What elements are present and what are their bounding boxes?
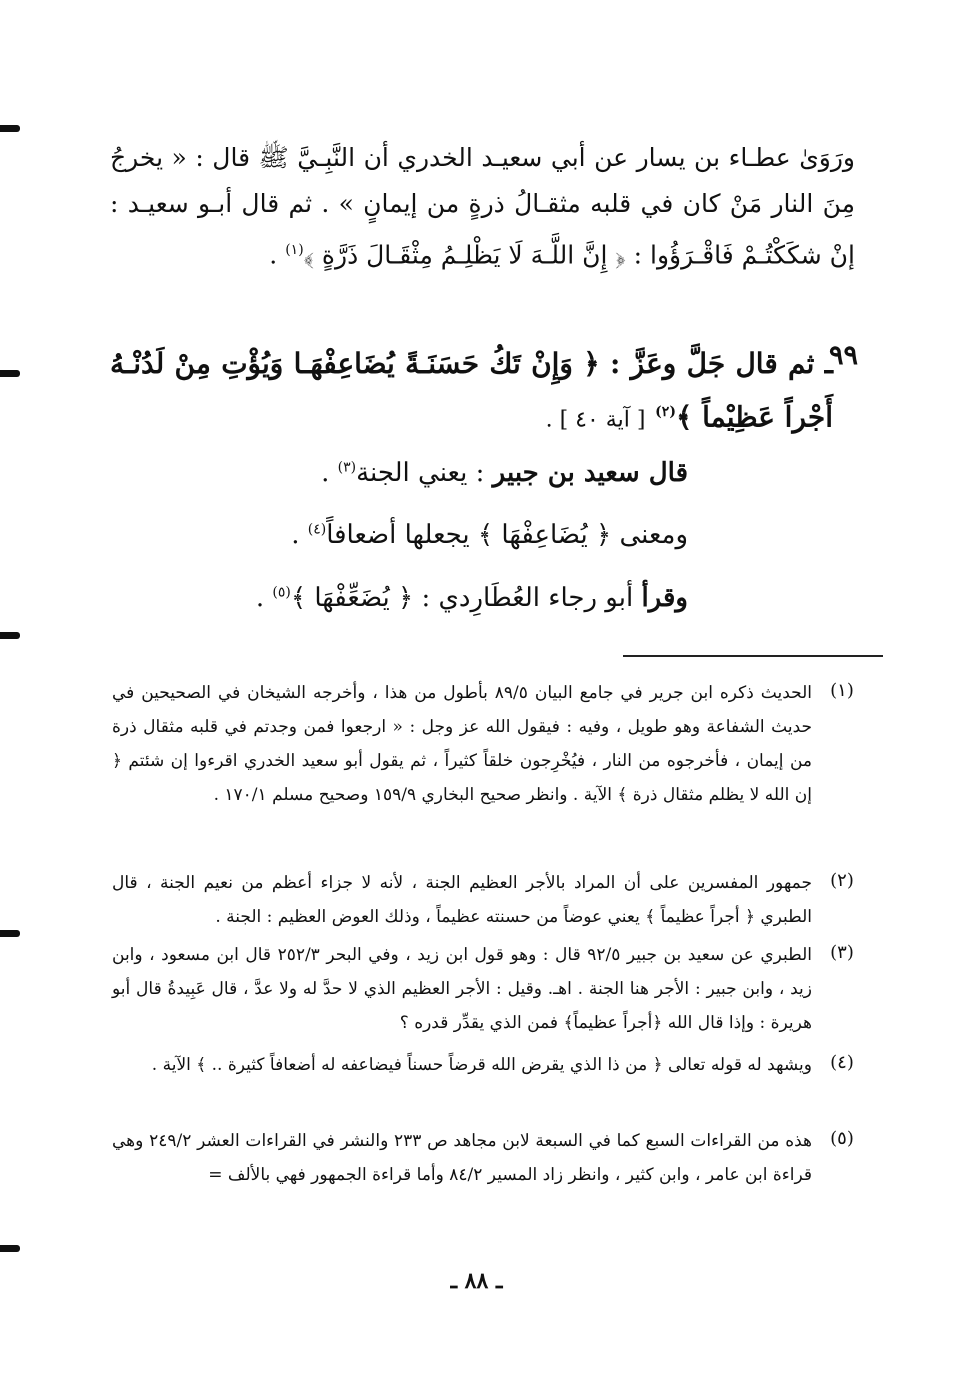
line-lead: وقرأ <box>641 583 688 613</box>
line-end: . <box>255 583 273 613</box>
line-text: : يعني الجنة <box>356 458 485 488</box>
footnote: الحديث ذكره ابن جرير في جامع البيان ٨٩/٥ بأطول من هذا ، وأخرجه الشيخان في الصحيحين في حديث الشفاعة وهو طويل ، وفيه : فيقول الله عز وجل : « ارجعوا فمن وجدتم في قلبه مثقال ذرة من إيمان ، فأخرجوه من النار ، فيُخْرِجون خلقاً كثيراً ، ثم يقول أبو سعيد الخدري اقرءوا إن شئتم ﴿ إن الله لا يظلم مثقال ذرة ﴾ الآية . وانظر صحيح البخاري ١٥٩/٩ وصحيح مسلم ١٧٠/١ . <box>112 683 812 805</box>
footnote-number: (٢) <box>830 870 854 891</box>
margin-mark <box>0 930 20 937</box>
verse-block <box>110 340 833 444</box>
hadith-paragraph: ورَوَىٰ عطـاء بن يسار عن أبي سعيـد الخدري أن النَّبِـيَّ ﷺ قال : « يخرجُ مِنَ النار مَنْ كان في قلبه مثقـالُ ذرةٍ من إيمانٍ » . ثم قال أبـو سعيـد : إنْ شكَكْتُـمْ فَاقْـرَؤُوا : ﴿ إِنَّ اللَّـهَ لَا يَظْلِـمُ مِثْقَـالَ ذَرَّةٍ ﴾$^{(١)}$ . <box>110 143 855 270</box>
margin-mark <box>0 1245 20 1252</box>
line-text: ﴿ يُضَاعِفْهَا ﴾ يجعلها أضعافاً <box>326 520 612 550</box>
footnote-ref: (٢) <box>655 404 676 420</box>
footnote: ويشهد له قوله تعالى ﴿ من ذا الذي يقرض الله قرضاً حسناً فيضاعفه له أضعافاً كثيرة .. ﴾ الآية . <box>151 1055 812 1075</box>
footnote-number: (٥) <box>830 1128 854 1149</box>
item-number: ٩٩ <box>828 340 858 371</box>
verse-text: ـ ثم قال جَلَّ وعَزَّ : ﴿ وَإِنْ تَكُ حَسَنَـةً يُضَاعِفْهَـا وَيُؤْتِ مِنْ لَدُنْـهُ أَجْراً عَظِيْماً ﴾ <box>110 347 833 434</box>
line-end: . <box>321 458 338 488</box>
footnote-ref: (٥) <box>272 584 291 601</box>
page-number: ـ ٨٨ ـ <box>450 1268 503 1294</box>
footnote-number: (١) <box>830 680 854 701</box>
footnote: هذه من القراءات السبع كما في السبعة لابن مجاهد ص ٢٣٣ والنشر في القراءات العشر ٢٤٩/٢ وهي قراءة ابن عامر ، وابن كثير ، وانظر زاد المسير ٨٤/٢ وأما قراءة الجمهور فهي بالألف = <box>112 1131 813 1185</box>
paragraph-text: ورَوَىٰ عطـاء بن يسار عن أبي سعيـد الخدري أن النَّبِـيَّ ﷺ قال : « يخرجُ مِنَ النار مَنْ كان في قلبه مثقـالُ ذرةٍ من إيمانٍ » . ثم قال أبـو سعيـد : إنْ شكَكْتُـمْ فَاقْـرَؤُوا : ﴿ إِنَّ اللَّـهَ لَا يَظْلِـمُ مِثْقَـالَ ذَرَّةٍ ﴾ <box>110 143 855 270</box>
line-lead: قال سعيد بن جبير <box>492 458 688 488</box>
line-lead: ومعنى <box>619 520 688 550</box>
commentary-line <box>256 583 688 613</box>
margin-mark <box>0 632 20 639</box>
footnote-number: (٤) <box>830 1052 854 1073</box>
footnote: جمهور المفسرين على أن المراد بالأجر العظيم الجنة ، لأنه لا جزاء أعظم من نعيم الجنة ، قال الطبري ﴿ أجراً عظيماً ﴾ يعني عوضاً من حسنته عظيماً ، وذلك العوض العظيم : الجنة . <box>112 873 812 927</box>
footnote-separator <box>623 655 883 657</box>
verse-citation: [ آية ٤٠ ] . <box>545 407 646 433</box>
margin-mark <box>0 125 20 132</box>
commentary-line <box>291 520 688 550</box>
footnote-ref: (٤) <box>307 521 327 538</box>
commentary-line <box>321 458 688 488</box>
margin-mark <box>0 370 20 377</box>
footnote: الطبري عن سعيد بن جبير ٩٢/٥ قال : وهو قول ابن زيد ، وفي البحر ٢٥٢/٣ قال ابن مسعود ، وابن زيد ، وابن جبير : الأجر هنا الجنة . اهـ. وقيل : الأجر العظيم الذي لا حدَّ له ولا عدَّ ، قال عَبِيدةُ قال أبو هريرة : وإذا قال الله ﴿أجراً عظيماً﴾ فمن الذي يقدِّر قدره ؟ <box>112 945 813 1033</box>
footnote-ref: (٣) <box>337 459 357 476</box>
footnote-number: (٣) <box>830 942 854 963</box>
line-text: أبو رجاء العُطَارِدي : ﴿ يُضَعِّفْهَا ﴾ <box>290 583 634 613</box>
line-end: . <box>291 520 308 550</box>
footnote-ref: (١) <box>285 242 304 258</box>
